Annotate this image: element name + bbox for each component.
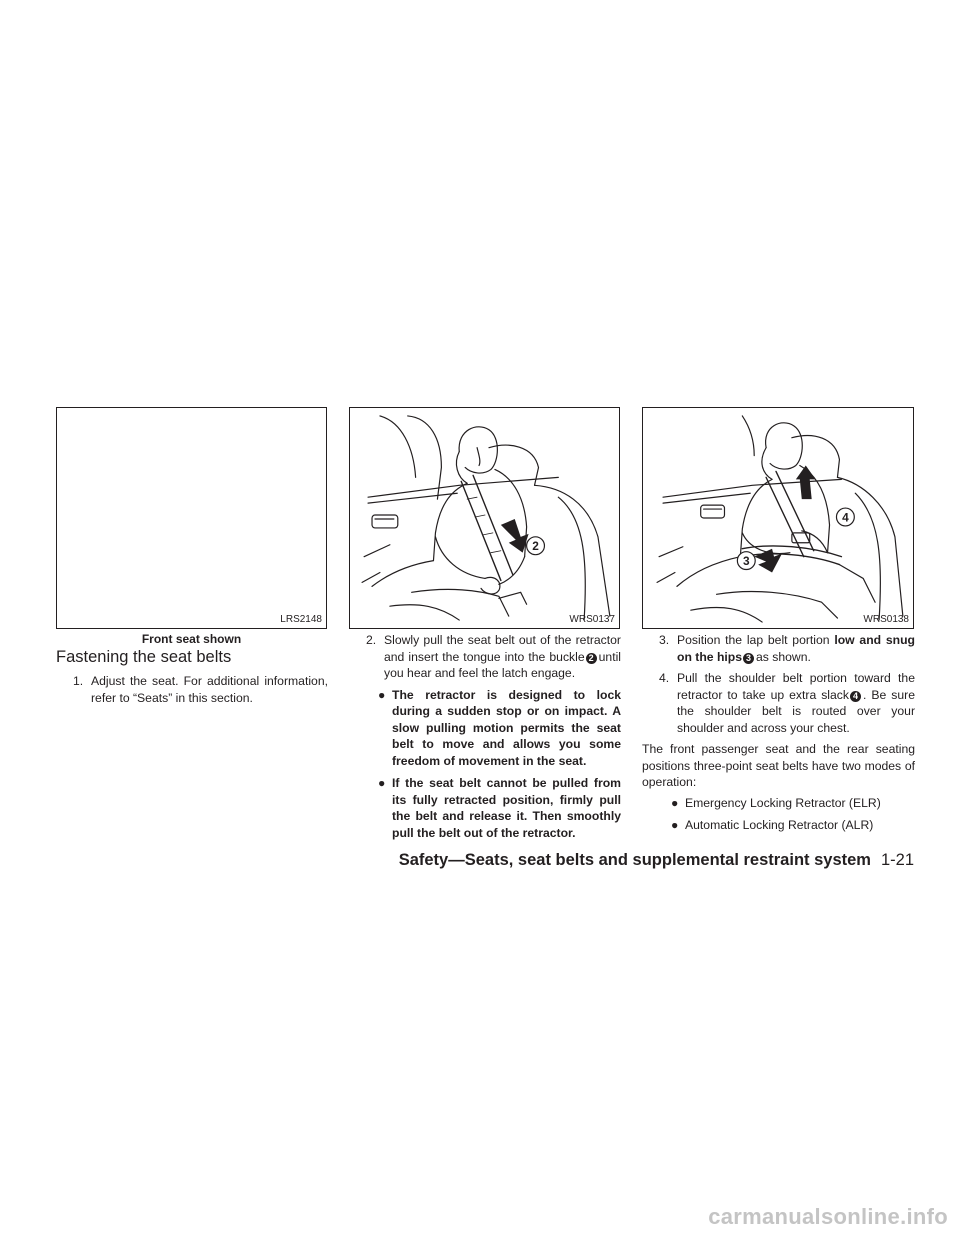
illustration-lap-belt: [643, 408, 913, 628]
modes-intro: The front passenger seat and the rear seating positions three-point seat belts have two modes of operation:: [642, 742, 915, 789]
column-3: [642, 632, 915, 840]
bullet-text: If the seat belt cannot be pulled from its fully retracted position, firmly pull the belt and release it. Then smoothly pull the belt out of the retractor.: [392, 776, 621, 840]
illustration-buckle: [350, 408, 619, 628]
step-text: Pull the shoulder belt portion toward the retractor to take up extra slack: [677, 671, 915, 702]
step-text: until you hear and feel the latch engage.: [384, 649, 621, 680]
ref-3-icon: 3: [743, 653, 754, 664]
step-emphasis: low and snug on the hips: [677, 633, 915, 664]
figure-code: WRS0138: [863, 614, 909, 625]
step-number: 4.: [659, 671, 670, 685]
ref-4-icon: 4: [850, 691, 861, 702]
figure-code: WRS0137: [569, 614, 615, 625]
bullet-icon: ●: [671, 795, 679, 810]
step-4: [642, 670, 915, 736]
step-number: 2.: [366, 633, 377, 647]
figure-lap-belt: [642, 407, 914, 629]
step-text: Adjust the seat. For additional information, refer to “Seats” in this section.: [91, 674, 328, 705]
step-text: . Be sure the shoulder belt is routed over your shoulder and across your chest.: [677, 687, 915, 735]
step-text: as shown.: [756, 649, 811, 664]
column-1: [56, 647, 328, 711]
watermark: [0, 1182, 960, 1242]
page-number: 1-21: [880, 851, 914, 869]
figure-code: LRS2148: [280, 614, 322, 625]
step-number: 1.: [73, 674, 84, 688]
callout-3: 3: [742, 554, 750, 569]
mode-text: Automatic Locking Retractor (ALR): [685, 818, 874, 832]
step-1: [56, 673, 328, 706]
callout-4: 4: [842, 510, 849, 525]
bullet-item: [349, 775, 621, 841]
step-number: 3.: [659, 633, 670, 647]
step-2: [349, 632, 621, 682]
mode-text: Emergency Locking Retractor (ELR): [685, 795, 881, 810]
mode-item: [642, 795, 915, 812]
callout-2: 2: [532, 539, 539, 554]
ref-2-icon: 2: [586, 653, 597, 664]
bullet-icon: ●: [671, 818, 679, 832]
step-text: Slowly pull the seat belt out of the retractor and insert the tongue into the buckle: [384, 633, 621, 664]
bullet-icon: ●: [378, 687, 386, 702]
bullet-text: The retractor is designed to lock during a sudden stop or on impact. A slow pulling motion permits the seat belt to move and allows you some freedom of movement in the seat.: [392, 687, 621, 768]
footer-section-title: Safety—Seats, seat belts and supplemental restraint system: [398, 851, 871, 869]
figure-front-seat: [56, 407, 327, 629]
step-3: [642, 632, 915, 665]
column-2: [349, 632, 621, 847]
bullet-icon: ●: [378, 776, 386, 790]
mode-item: [642, 817, 915, 834]
bullet-item: [349, 687, 621, 770]
watermark-text: carmanualsonline.info: [708, 1204, 948, 1229]
figure-buckle-insert: [349, 407, 620, 629]
figure-caption: Front seat shown: [141, 632, 242, 646]
section-title: Fastening the seat belts: [56, 648, 232, 666]
page-footer: [399, 850, 914, 870]
step-text: Position the lap belt portion: [677, 633, 835, 647]
